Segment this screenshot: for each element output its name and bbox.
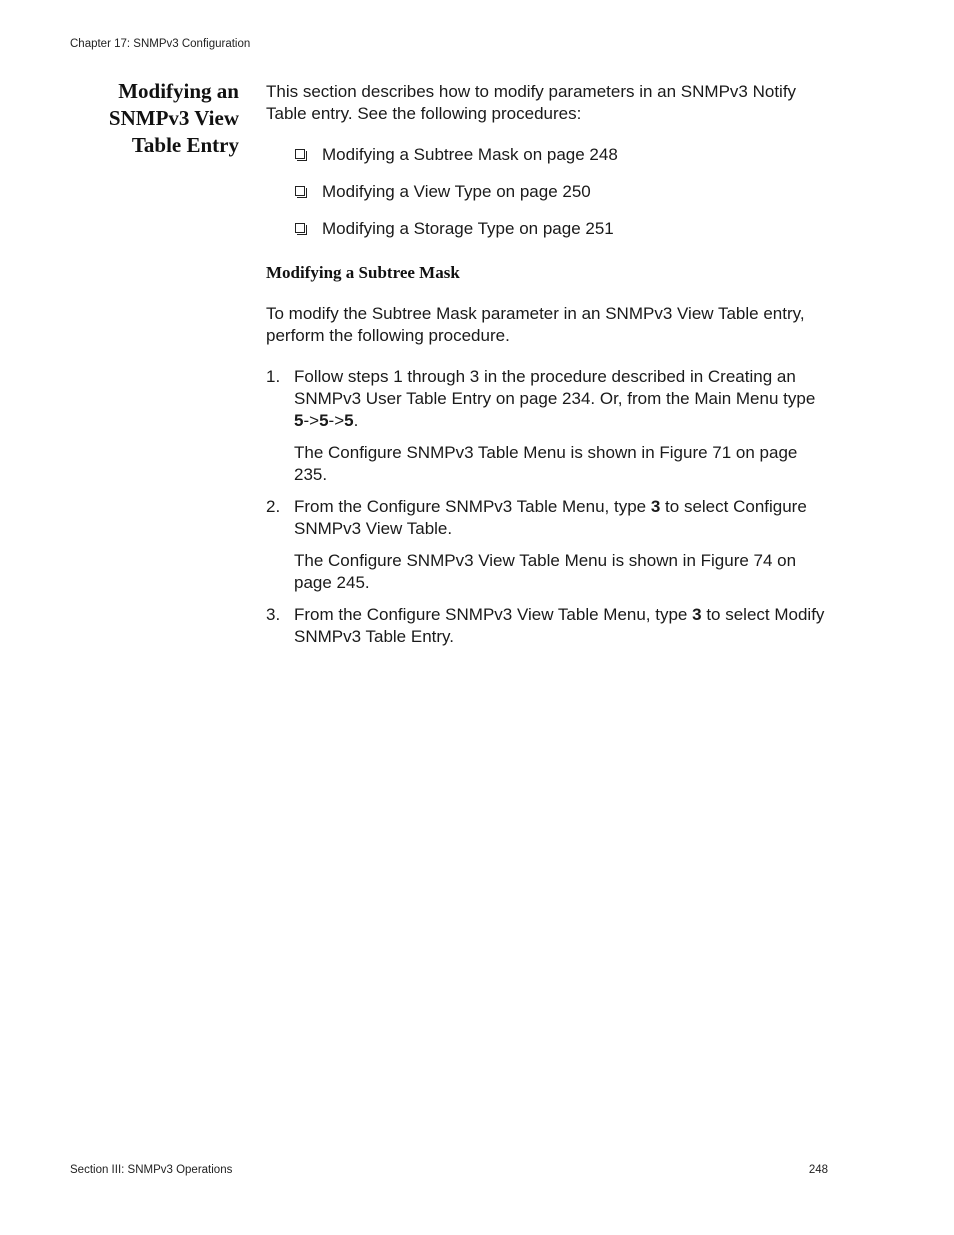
step-text: [294, 366, 831, 432]
checkbox-bullet-icon: [295, 223, 305, 233]
procedure-link[interactable]: [294, 218, 831, 240]
procedure-steps: [266, 366, 831, 648]
footer-section: Section III: SNMPv3 Operations: [70, 1164, 233, 1176]
running-header: Chapter 17: SNMPv3 Configuration: [70, 38, 251, 50]
key-5: 5: [319, 411, 329, 430]
step-number: 2.: [266, 497, 281, 516]
procedure-list: [266, 144, 831, 240]
key-3: 3: [692, 605, 702, 624]
section-heading-line: SNMPv3 View: [108, 106, 239, 130]
step-number: 3.: [266, 605, 281, 624]
step-result: The Configure SNMPv3 View Table Menu is shown in Figure 74 on page 245.: [294, 551, 797, 592]
step-text-after: to select Configure SNMPv3 View Table.: [294, 497, 807, 538]
section-heading: [70, 78, 239, 159]
key-5: 5: [344, 411, 354, 430]
page-number: 248: [808, 1164, 828, 1176]
procedure-link-label: Modifying a Storage Type on page 251: [322, 219, 614, 238]
section-heading-line: Modifying an: [118, 79, 239, 103]
procedure-link-label: Modifying a View Type on page 250: [322, 182, 591, 201]
subsection-title: Modifying a Subtree Mask: [266, 263, 460, 282]
key-5: 5: [294, 411, 304, 430]
step-text-body: Follow steps 1 through 3 in the procedure described in Creating an SNMPv3 User Table Entry on page 234. Or, from the Main Menu type: [294, 367, 816, 408]
key-3: 3: [650, 497, 661, 516]
step-item: [266, 604, 831, 648]
step-text: [294, 604, 831, 648]
procedure-link[interactable]: [294, 144, 831, 166]
step-text-after: to select Modify SNMPv3 Table Entry.: [294, 605, 825, 646]
checkbox-bullet-icon: [295, 186, 305, 196]
checkbox-bullet-icon: [295, 149, 305, 159]
key-arrow: ->: [303, 411, 320, 430]
step-item: [266, 496, 831, 594]
main-content: [266, 81, 831, 658]
procedure-link-label: Modifying a Subtree Mask on page 248: [322, 145, 618, 164]
step-text-before: From the Configure SNMPv3 View Table Menu, type: [294, 605, 693, 624]
procedure-link[interactable]: [294, 181, 831, 203]
step-item: [266, 366, 831, 486]
step-result: The Configure SNMPv3 Table Menu is shown in Figure 71 on page 235.: [294, 443, 798, 484]
section-heading-line: Table Entry: [131, 133, 239, 157]
step-text-end: .: [353, 411, 359, 430]
step-number: 1.: [266, 367, 281, 386]
step-text: [294, 496, 831, 540]
key-arrow: ->: [328, 411, 345, 430]
step-text-before: From the Configure SNMPv3 Table Menu, type: [294, 497, 651, 516]
intro-paragraph: This section describes how to modify parameters in an SNMPv3 Notify Table entry. See the following procedures:: [266, 82, 797, 123]
subsection-paragraph: To modify the Subtree Mask parameter in an SNMPv3 View Table entry, perform the following procedure.: [266, 304, 805, 345]
